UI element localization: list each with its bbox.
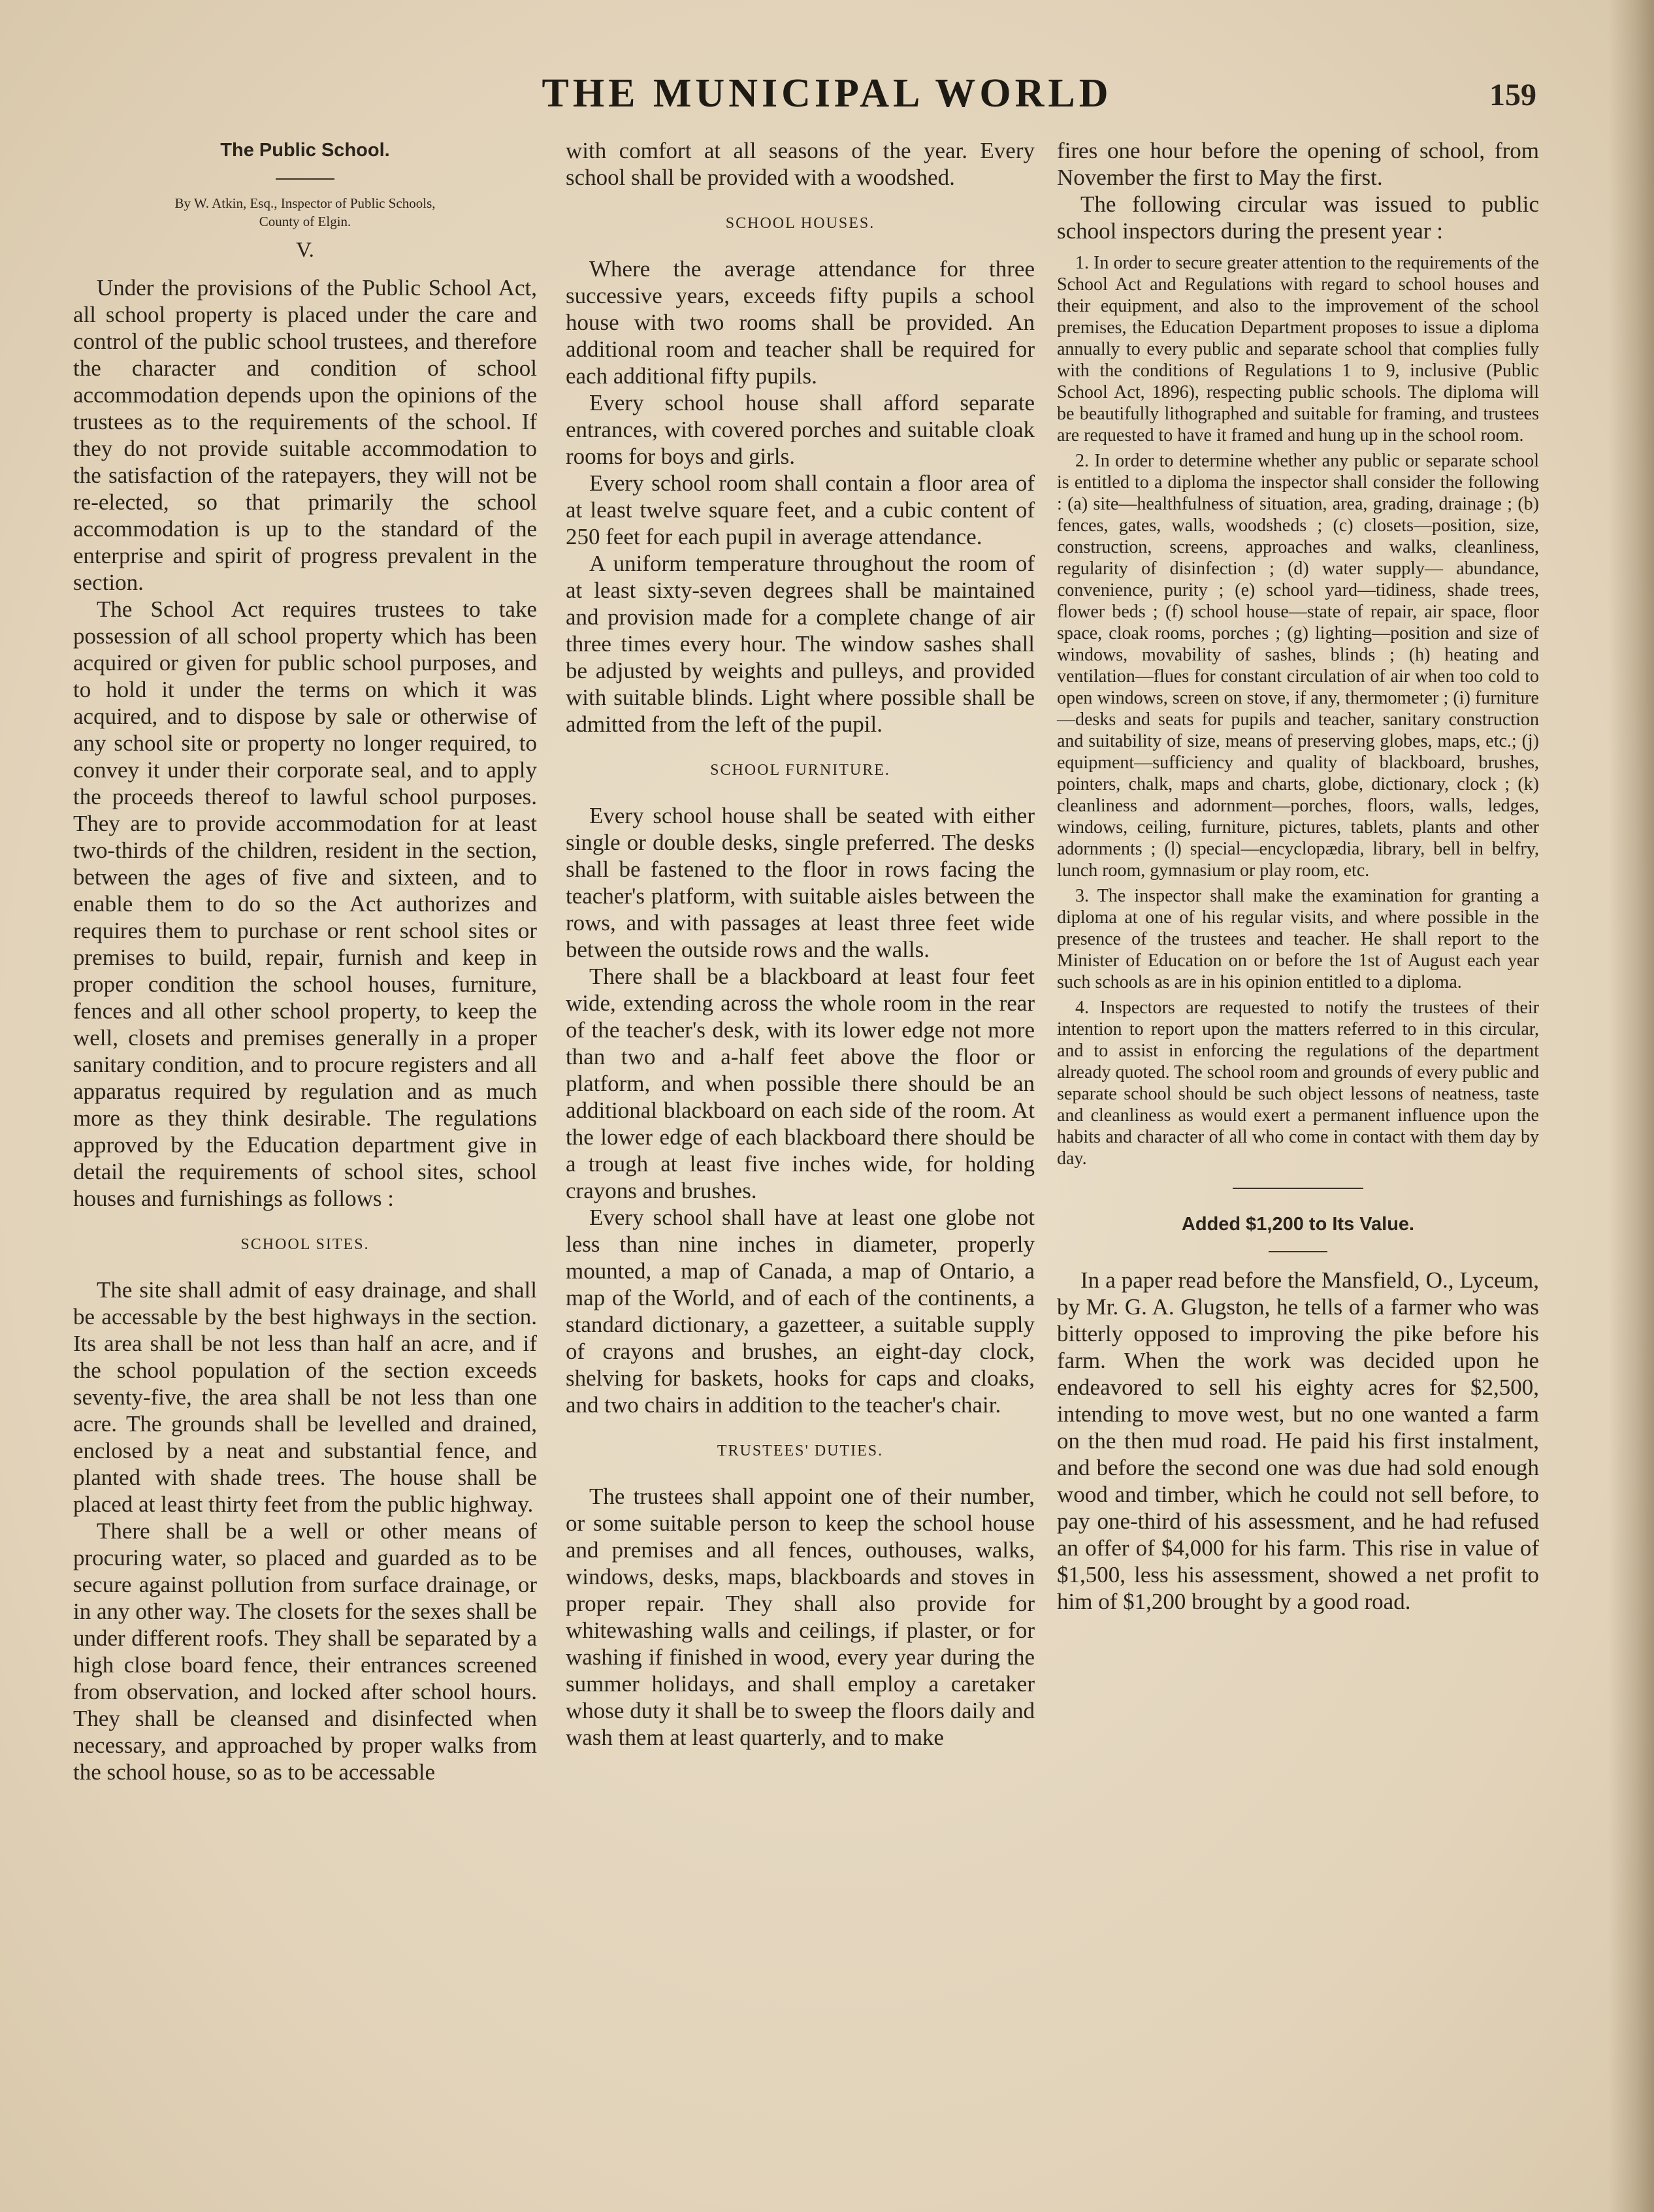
paragraph: In a paper read before the Mansfield, O., Lyceum, by Mr. G. A. Glugston, he tells of a farmer who was bitterly opposed to improving the pike before his farm. When the work was decided upon he endeavored to sell his eighty acres for $2,500, intending to move west, but no one wanted a farm on the then mud road. He paid his first instalment, and before the second one was due had sold enough wood and timber, which he could not sell before, to pay one-third of his assessment, and he had refused an offer of $4,000 for his farm. This rise in value of $1,500, less his assessment, showed a net profit to him of $1,200 brought by a good road. [1057, 1267, 1539, 1614]
section-heading: SCHOOL HOUSES. [725, 215, 875, 232]
paragraph: with comfort at all seasons of the year. Every school shall be provided with a woodshed. [566, 138, 1035, 190]
paragraph: The School Act requires trustees to take possession of all school property which has been acquired or given for public school purposes, and to hold it under the terms on which it was acquired, and to dispose by sale or otherwise of any school site or property no longer required, to convey it under their corporate seal, and to apply the proceeds thereof to lawful school purposes. They are to provide accommodation for at least two-thirds of the children, resident in the section, between the ages of five and sixteen, and to enable them to do so the Act authorizes and requires them to purchase or rent school sites or premises to build, repair, furnish and keep in proper condition the school houses, furniture, fences and all other school property, to keep the well, closets and premises generally in a proper sanitary condition, and to procure registers and all apparatus required by regulation and as much more as they think desirable. The regulations approved by the Education department give in detail the requirements of school sites, school houses and furnishings as follows : [73, 596, 537, 1211]
title-rule [276, 178, 334, 180]
circular-item: 4. Inspectors are requested to notify the trustees of their intention to report upon the matters referred to in this circular, and to assist in enforcing the regulations of the department already quoted. The school room and grounds of every public and separate school should be such object lessons of neatness, taste and cleanliness as would exert a permanent influence upon the habits and character of all who come in contact with them day by day. [1057, 998, 1539, 1169]
column-3 [1057, 137, 1539, 1615]
paragraph: fires one hour before the opening of school, from November the first to May the first. [1057, 138, 1539, 190]
paragraph: Where the average attendance for three successive years, exceeds fifty pupils a school house with two rooms shall be provided. An additional room and teacher shall be required for each additional fifty pupils. [566, 256, 1035, 389]
paragraph: Every school shall have at least one globe not less than nine inches in diameter, properly mounted, a map of Canada, a map of Ontario, a map of the World, and of each of the continents, a standard dictionary, a gazetteer, a suitable supply of crayons and brushes, an eight-day clock, shelving for baskets, hooks for caps and cloaks, and two chairs in addition to the teacher's chair. [566, 1205, 1035, 1418]
masthead: THE MUNICIPAL WORLD [542, 71, 1112, 116]
paragraph: There shall be a well or other means of procuring water, so placed and guarded as to be secure against pollution from surface drainage, or in any other way. The closets for the sexes shall be under different roofs. They shall be separated by a high close board fence, their entrances screened from observation, and locked after school hours. They shall be cleansed and disinfected when necessary, and approached by proper walks from the school house, so as to be accessable [73, 1518, 537, 1785]
paragraph: A uniform temperature throughout the room of at least sixty-seven degrees shall be maintained and provision made for a complete change of air three times every hour. The window sashes shall be adjusted by weights and pulleys, and provided with suitable blinds. Light where possible shall be admitted from the left of the pupil. [566, 551, 1035, 737]
article-title: The Public School. [220, 140, 390, 161]
byline [73, 194, 537, 231]
section-divider [1233, 1188, 1363, 1189]
binding-shadow [1608, 0, 1654, 2212]
byline-author: By W. Atkin, Esq., Inspector of Public Schools, [174, 195, 436, 211]
paragraph: The trustees shall appoint one of their number, or some suitable person to keep the school house and premises and all fences, outhouses, walks, windows, desks, maps, blackboards and stoves in proper repair. They shall also provide for whitewashing walls and ceilings, if plaster, or for washing if finished in wood, every year during the summer holidays, and shall employ a caretaker whose duty it shall be to sweep the floors daily and wash them at least quarterly, and to make [566, 1484, 1035, 1750]
circular-item: 1. In order to secure greater attention to the requirements of the School Act and Regulations with regard to school houses and their equipment, and also to the improvement of the school premises, the Education Department proposes to issue a diploma annually to every public and separate school that complies fully with the conditions of Regulations 1 to 9, inclusive (Public School Act, 1896), respecting public schools. The diploma will be beautifully lithographed and suitable for framing, and trustees are requested to have it framed and hung up in the school room. [1057, 253, 1539, 446]
paragraph: Every school room shall contain a floor area of at least twelve square feet, and a cubic content of 250 feet for each pupil in average attendance. [566, 470, 1035, 549]
paragraph: The site shall admit of easy drainage, and shall be accessable by the best highways in the section. Its area shall be not less than half an acre, and if the school population of the section exceeds seventy-five, the area shall be not less than one acre. The grounds shall be levelled and drained, enclosed by a neat and substantial fence, and planted with shade trees. The house shall be placed at least thirty feet from the public highway. [73, 1277, 537, 1517]
title-rule [1269, 1251, 1327, 1252]
column-1 [73, 137, 537, 1785]
circular-block [1057, 252, 1539, 1169]
section-heading: SCHOOL SITES. [240, 1236, 370, 1253]
section-heading: TRUSTEES' DUTIES. [717, 1442, 884, 1459]
circular-item: 2. In order to determine whether any public or separate school is entitled to a diploma the inspector shall consider the following : (a) site—healthfulness of situation, area, grading, drainage ; (b) fences, gates, walls, woodsheds ; (c) closets—position, size, construction, screens, approaches and walks, cleanliness, regularity of disinfection ; (d) water supply— abundance, convenience, purity ; (e) school yard—tidiness, shade trees, flower beds ; (f) school house—state of repair, air space, floor space, cloak rooms, porches ; (g) lighting—position and size of windows, movability of sashes, blinds ; (h) heating and ventilation—flues for constant circulation of air when too cold to open windows, screen on stove, if any, thermometer ; (i) furniture—desks and seats for pupils and teacher, sanitary construction and suitability of size, means of preserving globes, maps, etc.; (j) equipment—sufficiency and quality of blackboard, brushes, pointers, chalk, maps and charts, globe, dictionary, clock ; (k) cleanliness and adornment—porches, floors, walls, ledges, windows, ceiling, furniture, pictures, tablets, plants and other adornments ; (l) special—encyclopædia, library, bell in belfry, lunch room, gymnasium or play room, etc. [1057, 451, 1539, 881]
circular-item: 3. The inspector shall make the examination for granting a diploma at one of his regular visits, and where possible in the presence of the trustees and teacher. He shall report to the Minister of Education on or before the 1st of August each year such schools as are in his opinion entitled to a diploma. [1057, 886, 1539, 992]
paragraph: The following circular was issued to public school inspectors during the present year : [1057, 191, 1539, 244]
paragraph: Every school house shall afford separate entrances, with covered porches and suitable cloak rooms for boys and girls. [566, 390, 1035, 469]
article-title: Added $1,200 to Its Value. [1181, 1214, 1415, 1235]
paragraph: There shall be a blackboard at least four feet wide, extending across the whole room in the rear of the teacher's desk, with its lower edge not more than two and a-half feet above the floor or platform, and when possible there should be an additional blackboard on each side of the room. At the lower edge of each blackboard there should be a trough at least five inches wide, for holding crayons and brushes. [566, 964, 1035, 1203]
byline-county: County of Elgin. [259, 214, 351, 229]
paragraph: Every school house shall be seated with either single or double desks, single preferred. The desks shall be fastened to the floor in rows facing the teacher's platform, with suitable aisles between the rows, and with passages at least three feet wide between the outside rows and the walls. [566, 803, 1035, 962]
paragraph: Under the provisions of the Public School Act, all school property is placed under the care and control of the public school trustees, and therefore the character and condition of school accommodation depends upon the opinions of the trustees as to the requirements of the school. If they do not provide suitable accommodation to the satisfaction of the ratepayers, they will not be re-elected, so that primarily the school accommodation is up to the standard of the enterprise and spirit of progress prevalent in the section. [73, 275, 537, 595]
section-heading: SCHOOL FURNITURE. [710, 762, 890, 779]
page-number: 159 [1489, 78, 1536, 112]
column-2 [566, 137, 1035, 1751]
part-numeral: V. [296, 238, 314, 262]
